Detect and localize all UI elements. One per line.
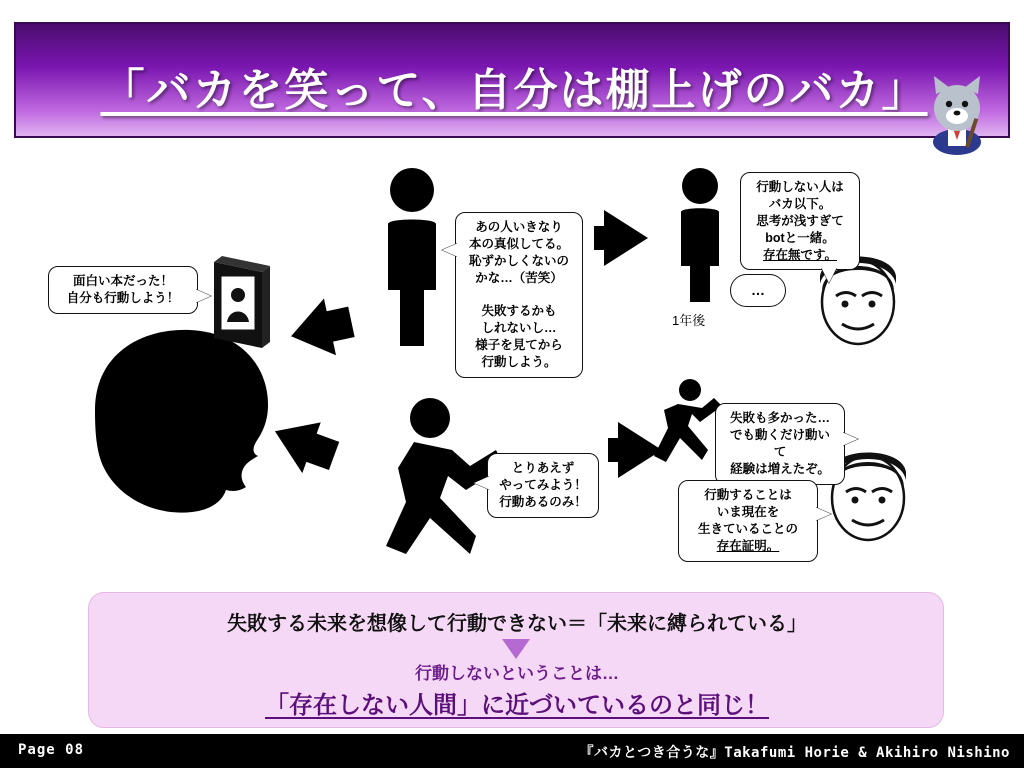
bubble-line: 失敗するかも <box>481 304 557 319</box>
bubble-line: 経験は増えたぞ。 <box>730 461 830 476</box>
speech-bubble-existence-proof <box>678 480 818 562</box>
conclusion-line-2: 行動しないということは… <box>415 664 619 683</box>
conclusion-line-3: 「存在しない人間」に近づいているのと同じ！ <box>265 692 769 719</box>
arrow-right-icon <box>608 422 662 478</box>
bubble-line: 本の真似してる。 <box>468 236 569 251</box>
slide-footer <box>0 734 1024 768</box>
conclusion-box <box>88 592 944 728</box>
bubble-tail <box>821 267 837 283</box>
bubble-line: あの人いきなり <box>475 220 563 234</box>
bubble-tail <box>195 289 211 303</box>
bubble-tail <box>842 432 858 446</box>
bubble-line: バカ以下。 <box>768 196 832 211</box>
conclusion-line-1: 失敗する未来を想像して行動できない＝「未来に縛られている」 <box>227 613 807 635</box>
bubble-line: botと一緒。 <box>765 230 835 245</box>
bubble-line: しれないし… <box>481 321 557 336</box>
standing-person-icon <box>388 168 436 346</box>
bubble-tail <box>474 476 490 490</box>
book-icon <box>214 256 270 348</box>
bubble-line: 失敗も多かった… <box>729 411 830 425</box>
bubble-tail <box>442 243 458 257</box>
speech-bubble-hesitation <box>455 212 583 378</box>
diagram-canvas <box>0 150 1024 600</box>
source-credit: 『バカとつき合うな』Takafumi Horie & Akihiro Nishino <box>579 745 1010 761</box>
standing-person-icon <box>681 168 719 302</box>
bubble-line-underlined: 存在証明。 <box>716 538 780 553</box>
arrow-right-icon <box>265 409 344 482</box>
bubble-line: 行動あるのみ！ <box>499 494 587 509</box>
arrow-right-icon <box>285 294 358 364</box>
bubble-line-underlined: 存在無です。 <box>762 247 837 262</box>
speech-bubble-one-year-judgement <box>740 172 860 270</box>
bubble-tail <box>815 507 831 521</box>
speech-bubble-act-now <box>487 453 599 518</box>
bubble-line: とりあえず <box>511 461 575 475</box>
running-person-icon <box>654 379 722 462</box>
bubble-line: やってみよう！ <box>499 477 587 492</box>
bubble-line: 行動しよう。 <box>481 355 557 369</box>
bubble-line: 恥ずかしくないの <box>468 253 569 268</box>
bubble-line: でも動くだけ動いて <box>729 427 830 459</box>
speech-bubble-experience-gain <box>715 403 845 485</box>
bubble-line: 思考が浅すぎて <box>756 213 844 228</box>
slide-title-bar <box>14 22 1010 138</box>
bubble-line: 行動しない人は <box>756 180 844 194</box>
bubble-line: 生きていることの <box>697 521 798 536</box>
bubble-line: いま現在を <box>716 504 780 519</box>
arrow-right-icon <box>594 210 648 266</box>
bubble-line: 面白い本だった！ <box>72 274 173 288</box>
down-arrow-icon <box>502 639 530 659</box>
page-title: 「バカを笑って、自分は棚上げのバカ」 <box>100 66 928 115</box>
speech-bubble-book-reaction <box>48 266 198 314</box>
bubble-line: 行動することは <box>704 488 792 502</box>
speech-bubble-silence: … <box>730 274 786 307</box>
caption-one-year: 1年後 <box>672 313 706 328</box>
bubble-line: 様子を見てから <box>475 338 563 353</box>
page-number: Page 08 <box>18 742 85 758</box>
wolf-mascot-icon <box>920 72 994 156</box>
bubble-line: 自分も行動しよう！ <box>66 290 180 305</box>
head-silhouette-icon <box>95 330 268 513</box>
bubble-line: かな…（苦笑） <box>475 270 563 285</box>
